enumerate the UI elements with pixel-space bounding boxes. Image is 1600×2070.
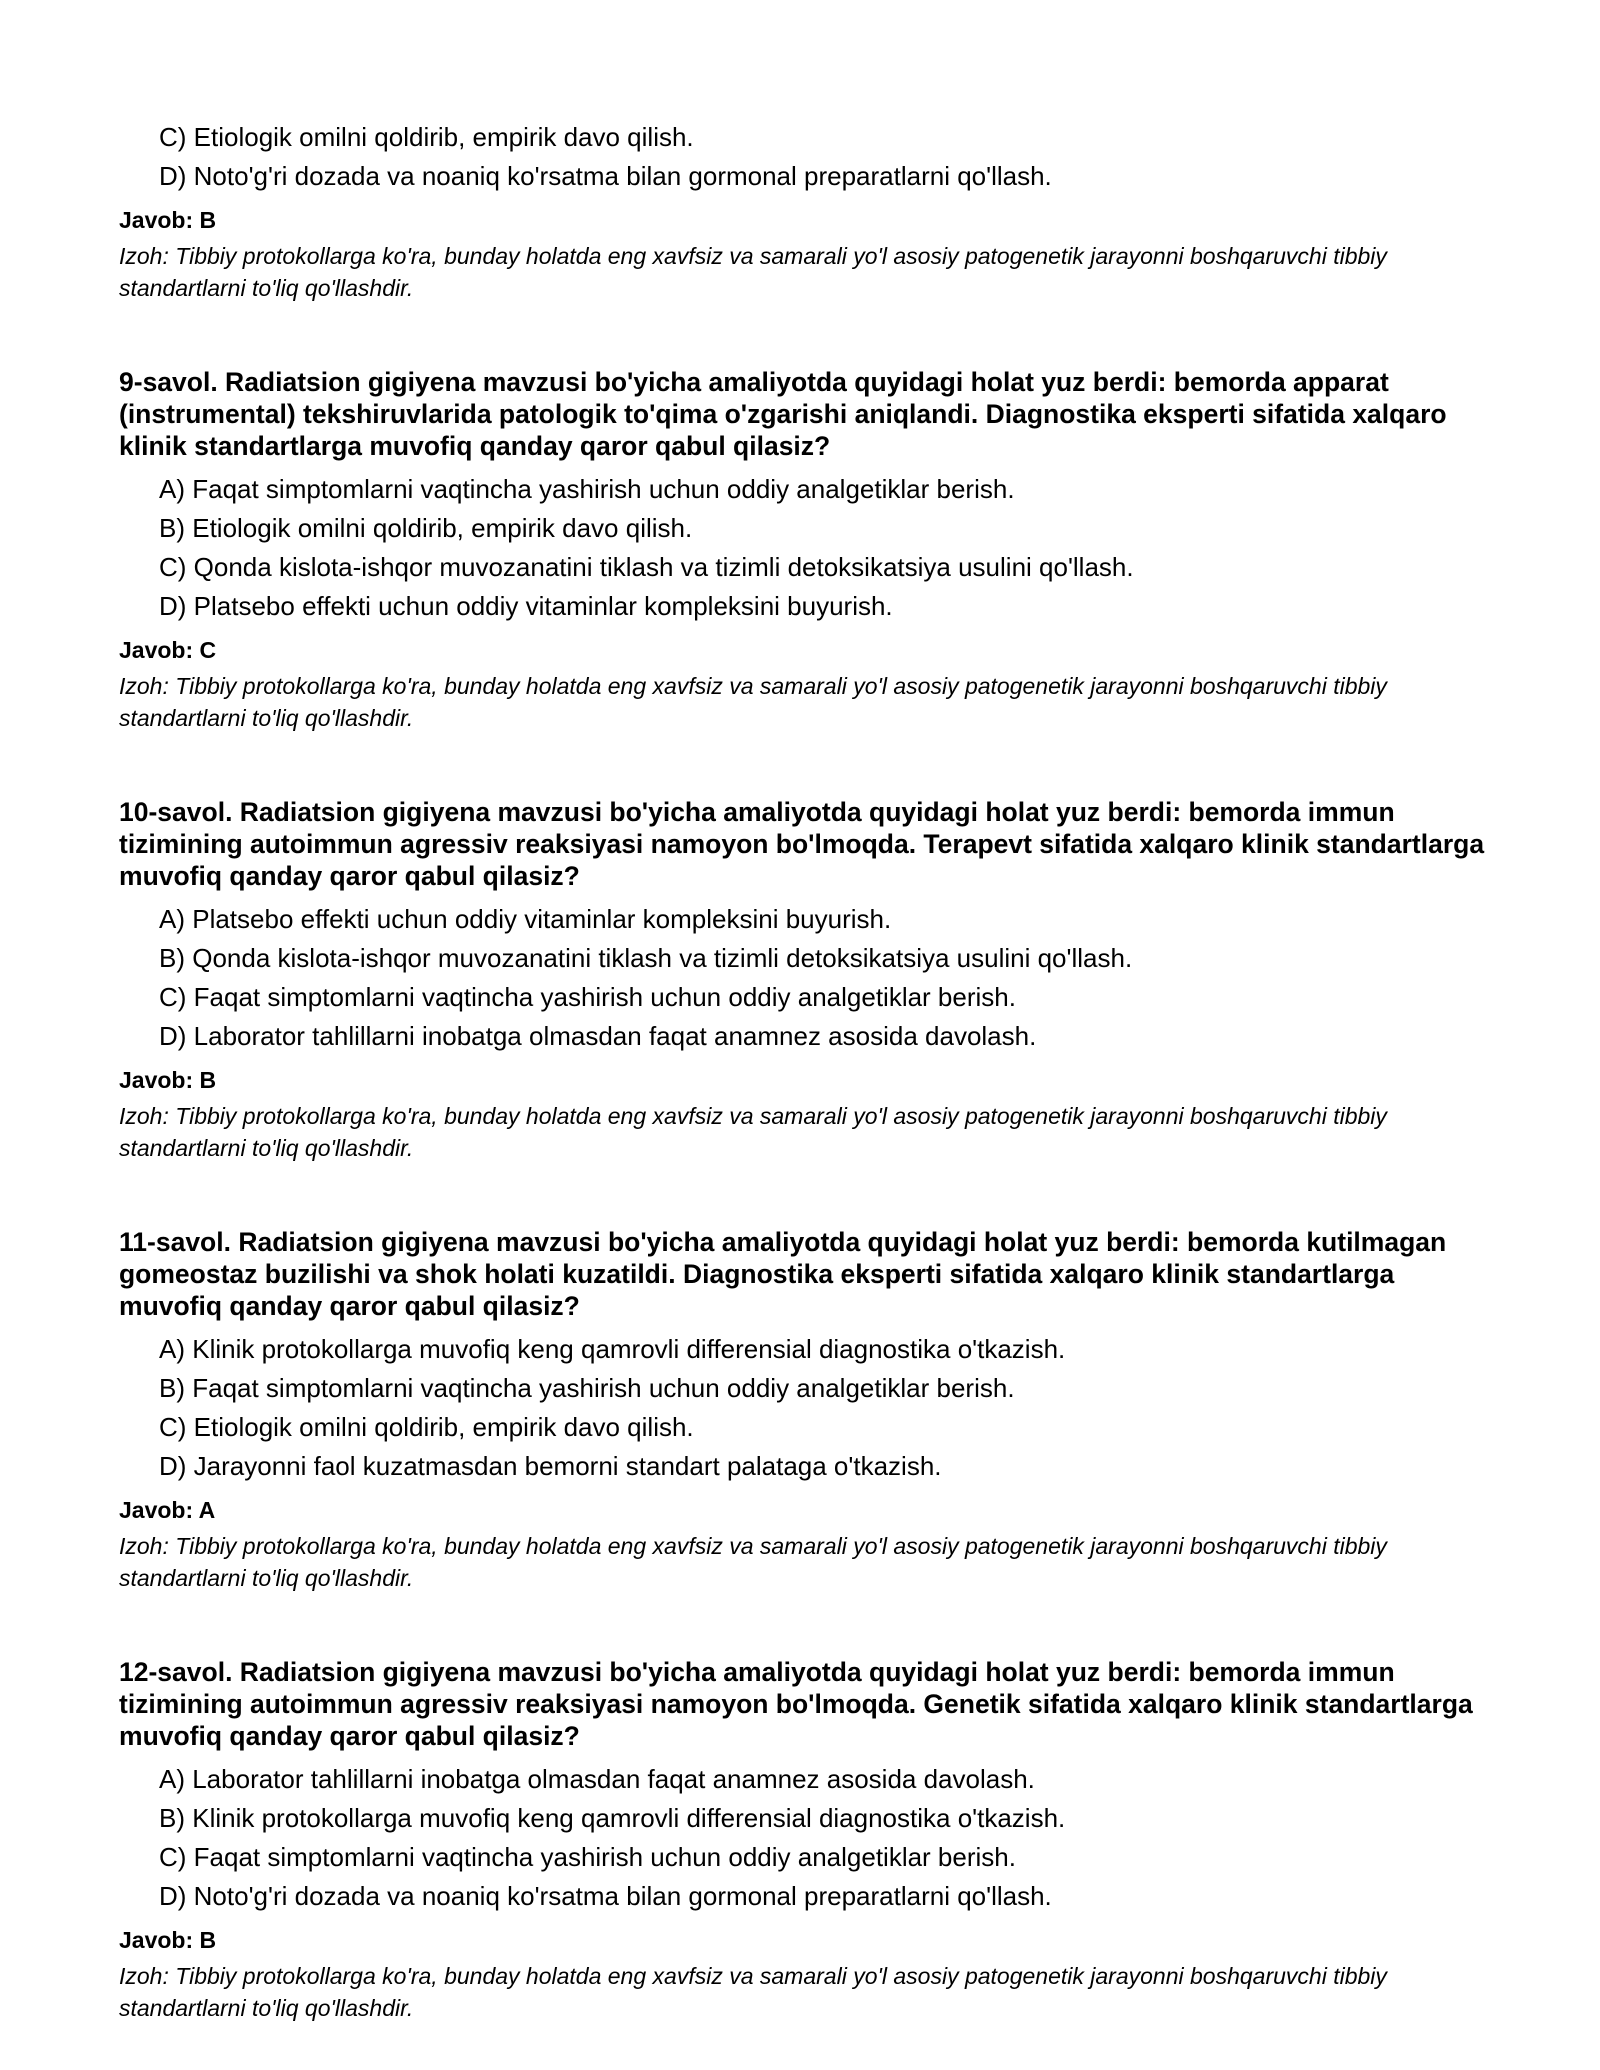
question-text: 12-savol. Radiatsion gigiyena mavzusi bo'yicha amaliyotda quyidagi holat yuz berdi: bemorda immun tizimining autoimmun agressiv reaksiyasi namoyon bo'lmoqda. Genetik sifatida xalqaro klinik standartlarga muvofiq qanday qaror qabul qilasiz?: [119, 1657, 1473, 1751]
option-d: D) Platsebo effekti uchun oddiy vitaminlar kompleksini buyurish.: [159, 591, 893, 621]
option-a: A) Klinik protokollarga muvofiq keng qamrovli differensial diagnostika o'tkazish.: [159, 1334, 1066, 1364]
options-list: [119, 904, 1499, 1051]
option-c: C) Faqat simptomlarni vaqtincha yashirish uchun oddiy analgetiklar berish.: [159, 1842, 1016, 1872]
explanation-note: Izoh: Tibbiy protokollarga ko'ra, bunday holatda eng xavfsiz va samarali yo'l asosiy patogenetik jarayonni boshqaruvchi tibbiy standartlarni to'liq qo'llashdir.: [119, 243, 1387, 301]
option-c: C) Etiologik omilni qoldirib, empirik davo qilish.: [159, 122, 694, 152]
explanation-note: Izoh: Tibbiy protokollarga ko'ra, bunday holatda eng xavfsiz va samarali yo'l asosiy patogenetik jarayonni boshqaruvchi tibbiy standartlarni to'liq qo'llashdir.: [119, 1533, 1387, 1591]
option-c: C) Qonda kislota-ishqor muvozanatini tiklash va tizimli detoksikatsiya usulini qo'llash.: [159, 552, 1134, 582]
option-a: A) Laborator tahlillarni inobatga olmasdan faqat anamnez asosida davolash.: [159, 1764, 1035, 1794]
question-12: [119, 1656, 1499, 2024]
option-c: C) Faqat simptomlarni vaqtincha yashirish uchun oddiy analgetiklar berish.: [159, 982, 1016, 1012]
option-d: D) Noto'g'ri dozada va noaniq ko'rsatma bilan gormonal preparatlarni qo'llash.: [159, 161, 1052, 191]
question-text: 10-savol. Radiatsion gigiyena mavzusi bo'yicha amaliyotda quyidagi holat yuz berdi: bemorda immun tizimining autoimmun agressiv reaksiyasi namoyon bo'lmoqda. Terapevt sifatida xalqaro klinik standartlarga muvofiq qanday qaror qabul qilasiz?: [119, 797, 1485, 891]
explanation-note: Izoh: Tibbiy protokollarga ko'ra, bunday holatda eng xavfsiz va samarali yo'l asosiy patogenetik jarayonni boshqaruvchi tibbiy standartlarni to'liq qo'llashdir.: [119, 1963, 1387, 2021]
question-8-continued: [119, 122, 1499, 304]
explanation-note: Izoh: Tibbiy protokollarga ko'ra, bunday holatda eng xavfsiz va samarali yo'l asosiy patogenetik jarayonni boshqaruvchi tibbiy standartlarni to'liq qo'llashdir.: [119, 1103, 1387, 1161]
option-a: A) Faqat simptomlarni vaqtincha yashirish uchun oddiy analgetiklar berish.: [159, 474, 1015, 504]
explanation-note: Izoh: Tibbiy protokollarga ko'ra, bunday holatda eng xavfsiz va samarali yo'l asosiy patogenetik jarayonni boshqaruvchi tibbiy standartlarni to'liq qo'llashdir.: [119, 673, 1387, 731]
question-9: [119, 366, 1499, 734]
option-d: D) Laborator tahlillarni inobatga olmasdan faqat anamnez asosida davolash.: [159, 1021, 1037, 1051]
option-d: D) Noto'g'ri dozada va noaniq ko'rsatma bilan gormonal preparatlarni qo'llash.: [159, 1881, 1052, 1911]
option-a: A) Platsebo effekti uchun oddiy vitaminlar kompleksini buyurish.: [159, 904, 892, 934]
answer-label: Javob: B: [119, 1067, 217, 1093]
document-page: [119, 122, 1499, 2024]
options-list: [119, 122, 1499, 191]
options-list: [119, 474, 1499, 621]
question-10: [119, 796, 1499, 1164]
option-b: B) Faqat simptomlarni vaqtincha yashirish uchun oddiy analgetiklar berish.: [159, 1373, 1015, 1403]
answer-label: Javob: B: [119, 1927, 217, 1953]
question-11: [119, 1226, 1499, 1594]
option-b: B) Qonda kislota-ishqor muvozanatini tiklash va tizimli detoksikatsiya usulini qo'llash.: [159, 943, 1133, 973]
options-list: [119, 1334, 1499, 1481]
option-d: D) Jarayonni faol kuzatmasdan bemorni standart palataga o'tkazish.: [159, 1451, 942, 1481]
answer-label: Javob: A: [119, 1497, 216, 1523]
options-list: [119, 1764, 1499, 1911]
option-b: B) Klinik protokollarga muvofiq keng qamrovli differensial diagnostika o'tkazish.: [159, 1803, 1066, 1833]
answer-label: Javob: B: [119, 207, 217, 233]
question-text: 9-savol. Radiatsion gigiyena mavzusi bo'yicha amaliyotda quyidagi holat yuz berdi: bemorda apparat (instrumental) tekshiruvlarida patologik to'qima o'zgarishi aniqlandi. Diagnostika eksperti sifatida xalqaro klinik standartlarga muvofiq qanday qaror qabul qilasiz?: [119, 367, 1447, 461]
option-c: C) Etiologik omilni qoldirib, empirik davo qilish.: [159, 1412, 694, 1442]
option-b: B) Etiologik omilni qoldirib, empirik davo qilish.: [159, 513, 693, 543]
question-text: 11-savol. Radiatsion gigiyena mavzusi bo'yicha amaliyotda quyidagi holat yuz berdi: bemorda kutilmagan gomeostaz buzilishi va shok holati kuzatildi. Diagnostika eksperti sifatida xalqaro klinik standartlarga muvofiq qanday qaror qabul qilasiz?: [119, 1227, 1447, 1321]
answer-label: Javob: C: [119, 637, 217, 663]
